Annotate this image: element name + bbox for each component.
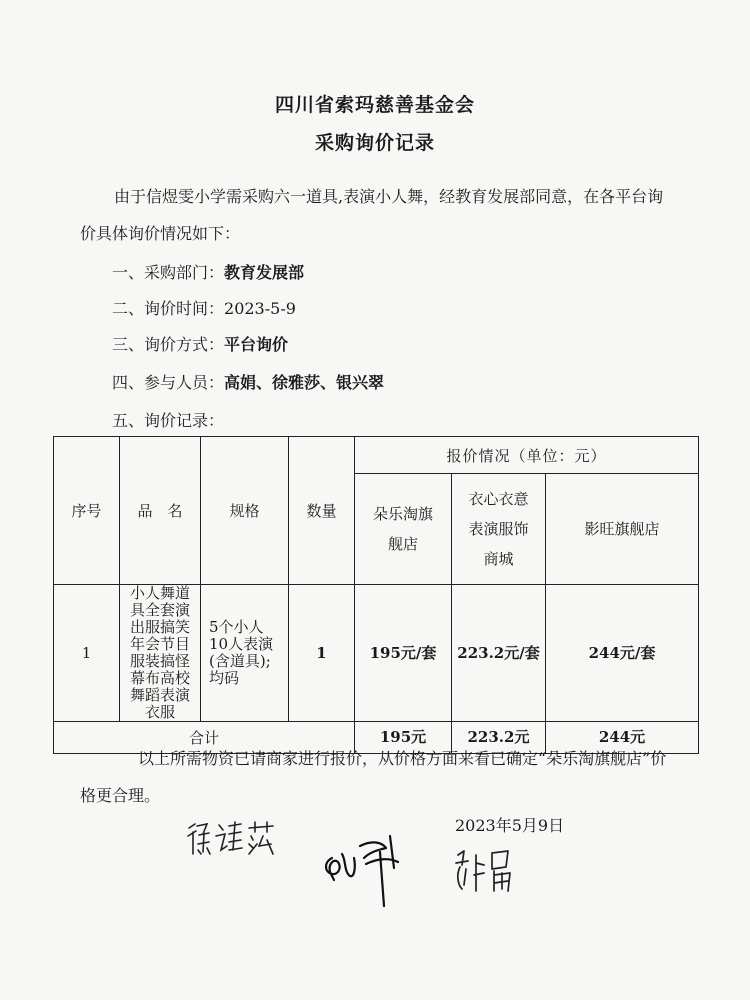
table-row	[54, 585, 699, 722]
org-title: 四川省索玛慈善基金会	[274, 94, 475, 116]
signature-xu-yasha	[185, 820, 280, 860]
item-label: 三、询价方式：	[112, 335, 225, 354]
cell-qty: 1	[289, 585, 355, 722]
item-label: 一、采购部门：	[112, 263, 225, 282]
item-label: 四、参与人员：	[112, 373, 225, 392]
item-participants	[112, 370, 384, 393]
total-2: 223.2元	[452, 722, 546, 754]
header-name: 品 名	[120, 437, 201, 585]
item-value: 2023-5-9	[224, 299, 296, 318]
table-header-row	[54, 437, 699, 474]
item-label: 五、询价记录：	[112, 411, 225, 430]
doc-title: 采购询价记录	[314, 132, 435, 154]
item-records	[112, 408, 224, 431]
header-shop-3: 影旺旗舰店	[546, 474, 699, 585]
item-method	[112, 332, 288, 355]
header-index: 序号	[54, 437, 120, 585]
total-1: 195元	[355, 722, 452, 754]
intro-paragraph: 由于信煜雯小学需采购六一道具,表演小人舞，经教育发展部同意，在各平台询价具体询价情况如下：	[80, 187, 664, 243]
item-department	[112, 260, 304, 283]
header-shop-2: 衣心衣意表演服饰商城	[452, 474, 546, 585]
item-value: 高娟、徐雅莎、银兴翠	[224, 373, 385, 392]
header-spec: 规格	[201, 437, 289, 585]
total-label: 合计	[54, 722, 355, 754]
item-label: 二、询价时间：	[112, 299, 225, 318]
cell-price-2: 223.2元/套	[452, 585, 546, 722]
total-3: 244元	[546, 722, 699, 754]
cell-name: 小人舞道具全套演出服搞笑年会节目服装搞怪幕布高校舞蹈表演衣服	[120, 585, 201, 722]
document-date: 2023年5月9日	[455, 816, 565, 835]
header-qty: 数量	[289, 437, 355, 585]
signature-gao-juan	[450, 845, 520, 895]
signature-yin-xingcui	[320, 828, 420, 908]
quote-table	[53, 436, 699, 754]
cell-index: 1	[54, 585, 120, 722]
item-value: 平台询价	[224, 335, 289, 354]
header-shop-1: 朵乐淘旗舰店	[355, 474, 452, 585]
item-time	[112, 296, 296, 319]
cell-price-3: 244元/套	[546, 585, 699, 722]
header-price-group: 报价情况（单位：元）	[355, 437, 699, 474]
closing-paragraph: 以上所需物资已请商家进行报价，从价格方面来看已确定“朵乐淘旗舰店”价格更合理。	[80, 749, 667, 805]
cell-spec: 5个小人10人表演(含道具);均码	[201, 585, 289, 722]
item-value: 教育发展部	[224, 263, 305, 282]
cell-price-1: 195元/套	[355, 585, 452, 722]
